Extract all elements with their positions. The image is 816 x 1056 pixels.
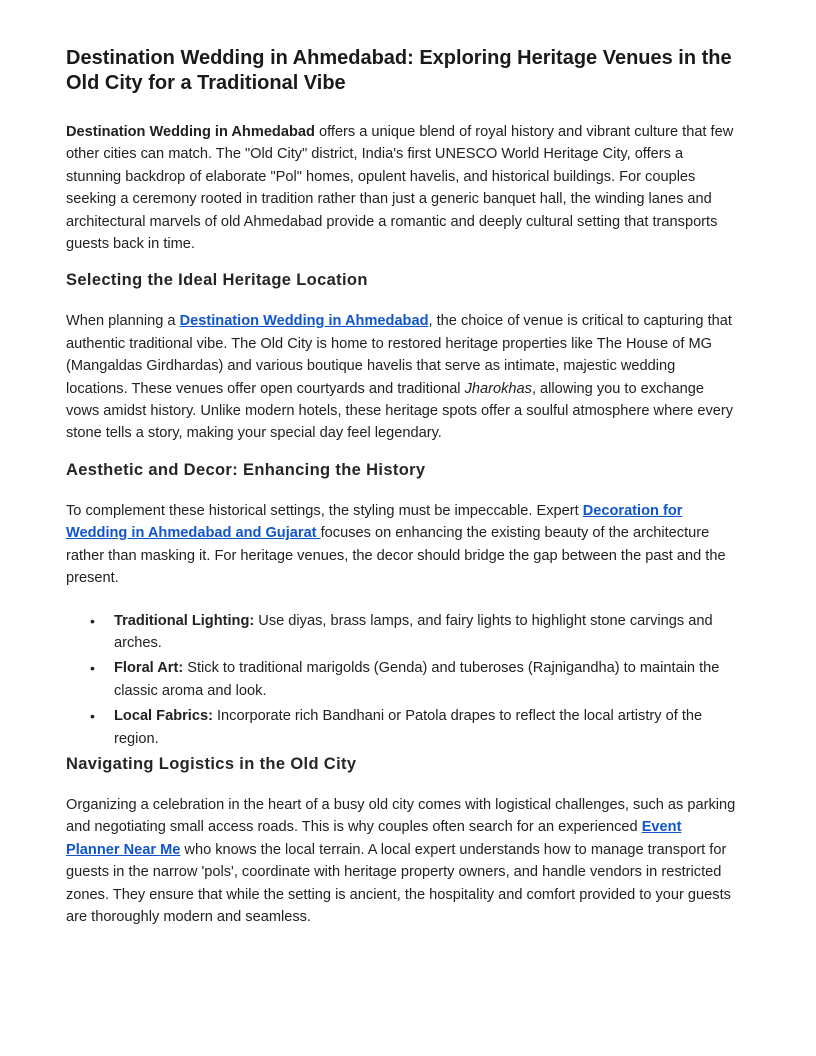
- page-title: Destination Wedding in Ahmedabad: Exploring Heritage Venues in the Old City for a Traditional Vibe: [66, 47, 732, 94]
- decor-paragraph: [66, 500, 736, 590]
- bullet-icon: •: [90, 660, 95, 677]
- logistics-paragraph: [66, 794, 736, 928]
- intro-text: offers a unique blend of royal history and vibrant culture that few other cities can match. The "Old City" district, India's first UNESCO World Heritage City, offers a stunning backdrop of elaborate "Pol" homes, opulent havelis, and historical buildings. For couples seeking a ceremony rooted in tradition rather than just a generic banquet hall, the winding lanes and architectural marvels of old Ahmedabad provide a romantic and deeply cultural setting that transports guests back in time.: [66, 124, 734, 253]
- bullet-label: Floral Art:: [114, 660, 184, 677]
- logistics-text-pre: Organizing a celebration in the heart of a busy old city comes with logistical challenges, such as parking and negotiating small access roads. This is why couples often search for an experienced: [66, 796, 736, 836]
- decor-text-pre: To complement these historical settings, the styling must be impeccable. Expert: [66, 502, 583, 519]
- heritage-text-post: , allowing you to exchange vows amidst history. Unlike modern hotels, these heritage spots offer a soulful atmosphere where every stone tells a story, making your special day feel legendary.: [66, 380, 734, 442]
- bullet-text: Stick to traditional marigolds (Genda) and tuberoses (Rajnigandha) to maintain the classic aroma and look.: [114, 660, 720, 699]
- section-heading-aesthetic-decor: Aesthetic and Decor: Enhancing the History: [66, 460, 426, 479]
- list-item: [90, 657, 736, 702]
- decor-text-post: focuses on enhancing the existing beauty of the architecture rather than masking it. For heritage venues, the decor should bridge the gap between the past and the present.: [66, 525, 726, 587]
- list-item: [90, 610, 736, 655]
- bullet-icon: •: [90, 612, 95, 629]
- destination-wedding-link[interactable]: Destination Wedding in Ahmedabad: [179, 313, 429, 330]
- section-heading-heritage-location: Selecting the Ideal Heritage Location: [66, 271, 368, 290]
- intro-paragraph: [66, 121, 736, 255]
- bullet-icon: •: [90, 708, 95, 725]
- event-planner-link[interactable]: Event Planner Near Me: [66, 819, 682, 858]
- heritage-text-pre: When planning a: [66, 313, 180, 330]
- bullet-text: Use diyas, brass lamps, and fairy lights to highlight stone carvings and arches.: [114, 612, 713, 651]
- bullet-label: Local Fabrics:: [114, 708, 213, 725]
- list-item: [90, 705, 736, 750]
- bullet-label: Traditional Lighting:: [114, 612, 255, 629]
- heritage-text-mid: , the choice of venue is critical to capturing that authentic traditional vibe. The Old City is home to restored heritage properties like The House of MG (Mangaldas Girdhardas) and various boutique havelis that serve as intimate, majestic wedding locations. These venues offer open courtyards and traditional: [66, 313, 732, 397]
- logistics-text-post: who knows the local terrain. A local expert understands how to manage transport for guests in the narrow 'pols', coordinate with heritage property owners, and handle vendors in restricted zones. They ensure that while the setting is ancient, the hospitality and comfort provided to your guests are thoroughly modern and seamless.: [66, 841, 731, 925]
- decoration-link[interactable]: Decoration for Wedding in Ahmedabad and Gujarat: [66, 502, 683, 542]
- decor-bullet-list: [66, 610, 736, 750]
- section-heading-logistics: Navigating Logistics in the Old City: [66, 754, 357, 773]
- jharokhas-term: Jharokhas: [464, 380, 532, 397]
- bullet-text: Incorporate rich Bandhani or Patola drapes to reflect the local artistry of the region.: [114, 708, 703, 747]
- intro-lead: Destination Wedding in Ahmedabad: [66, 124, 315, 140]
- document-page: [66, 46, 736, 928]
- heritage-location-paragraph: [66, 310, 736, 444]
